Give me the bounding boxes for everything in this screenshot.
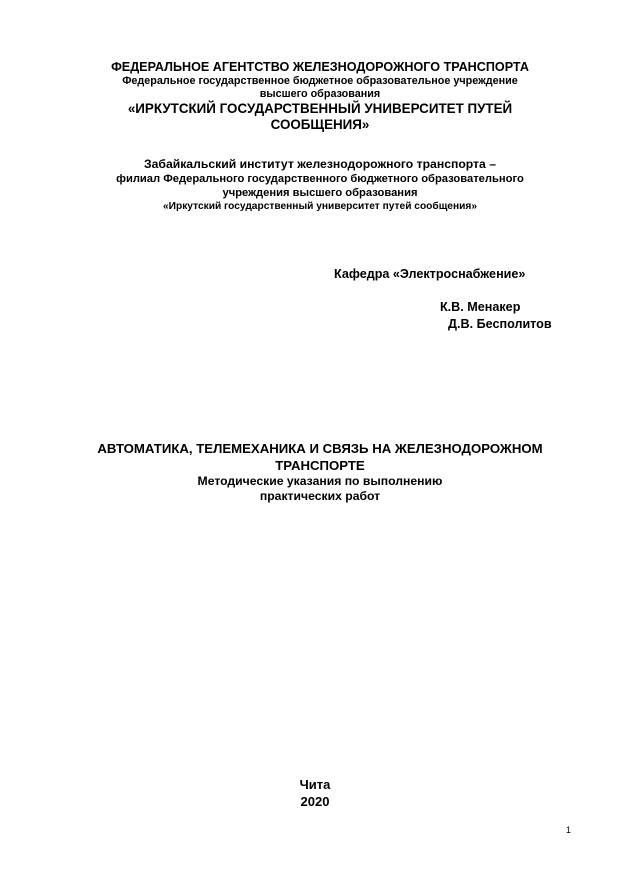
footer-block [220, 776, 410, 810]
university-name-line2: СООБЩЕНИЯ» [270, 117, 370, 132]
agency-name: ФЕДЕРАЛЬНОЕ АГЕНТСТВО ЖЕЛЕЗНОДОРОЖНОГО ТРАНСПОРТА [111, 60, 529, 74]
subtitle-line2: практических работ [259, 489, 381, 503]
title-line1: АВТОМАТИКА, ТЕЛЕМЕХАНИКА И СВЯЗЬ НА ЖЕЛЕЗНОДОРОЖНОМ [97, 441, 543, 456]
branch-line1: Забайкальский институт железнодорожного транспорта – [144, 157, 496, 171]
header-block [60, 60, 580, 133]
branch-block [60, 157, 580, 213]
author-2: Д.В. Бесполитов [448, 317, 552, 331]
title-line2: ТРАНСПОРТЕ [275, 458, 365, 473]
subtitle-line1: Методические указания по выполнению [197, 474, 443, 488]
university-name-line1: «ИРКУТСКИЙ ГОСУДАРСТВЕННЫЙ УНИВЕРСИТЕТ ПУТЕЙ [127, 101, 513, 116]
institution-type-line1: Федеральное государственное бюджетное образовательное учреждение [122, 75, 518, 87]
branch-line2: филиал Федерального государственного бюджетного образовательного [116, 173, 524, 185]
branch-line4: «Иркутский государственный университет путей сообщения» [162, 201, 477, 212]
page-number: 1 [566, 825, 572, 835]
city: Чита [299, 777, 331, 792]
year: 2020 [300, 794, 330, 809]
institution-type-line2: высшего образования [259, 88, 381, 100]
branch-line3: учреждения высшего образования [222, 187, 418, 199]
department-name: Кафедра «Электроснабжение» [334, 267, 526, 281]
title-block [60, 440, 580, 504]
author-1: К.В. Менакер [440, 300, 521, 314]
